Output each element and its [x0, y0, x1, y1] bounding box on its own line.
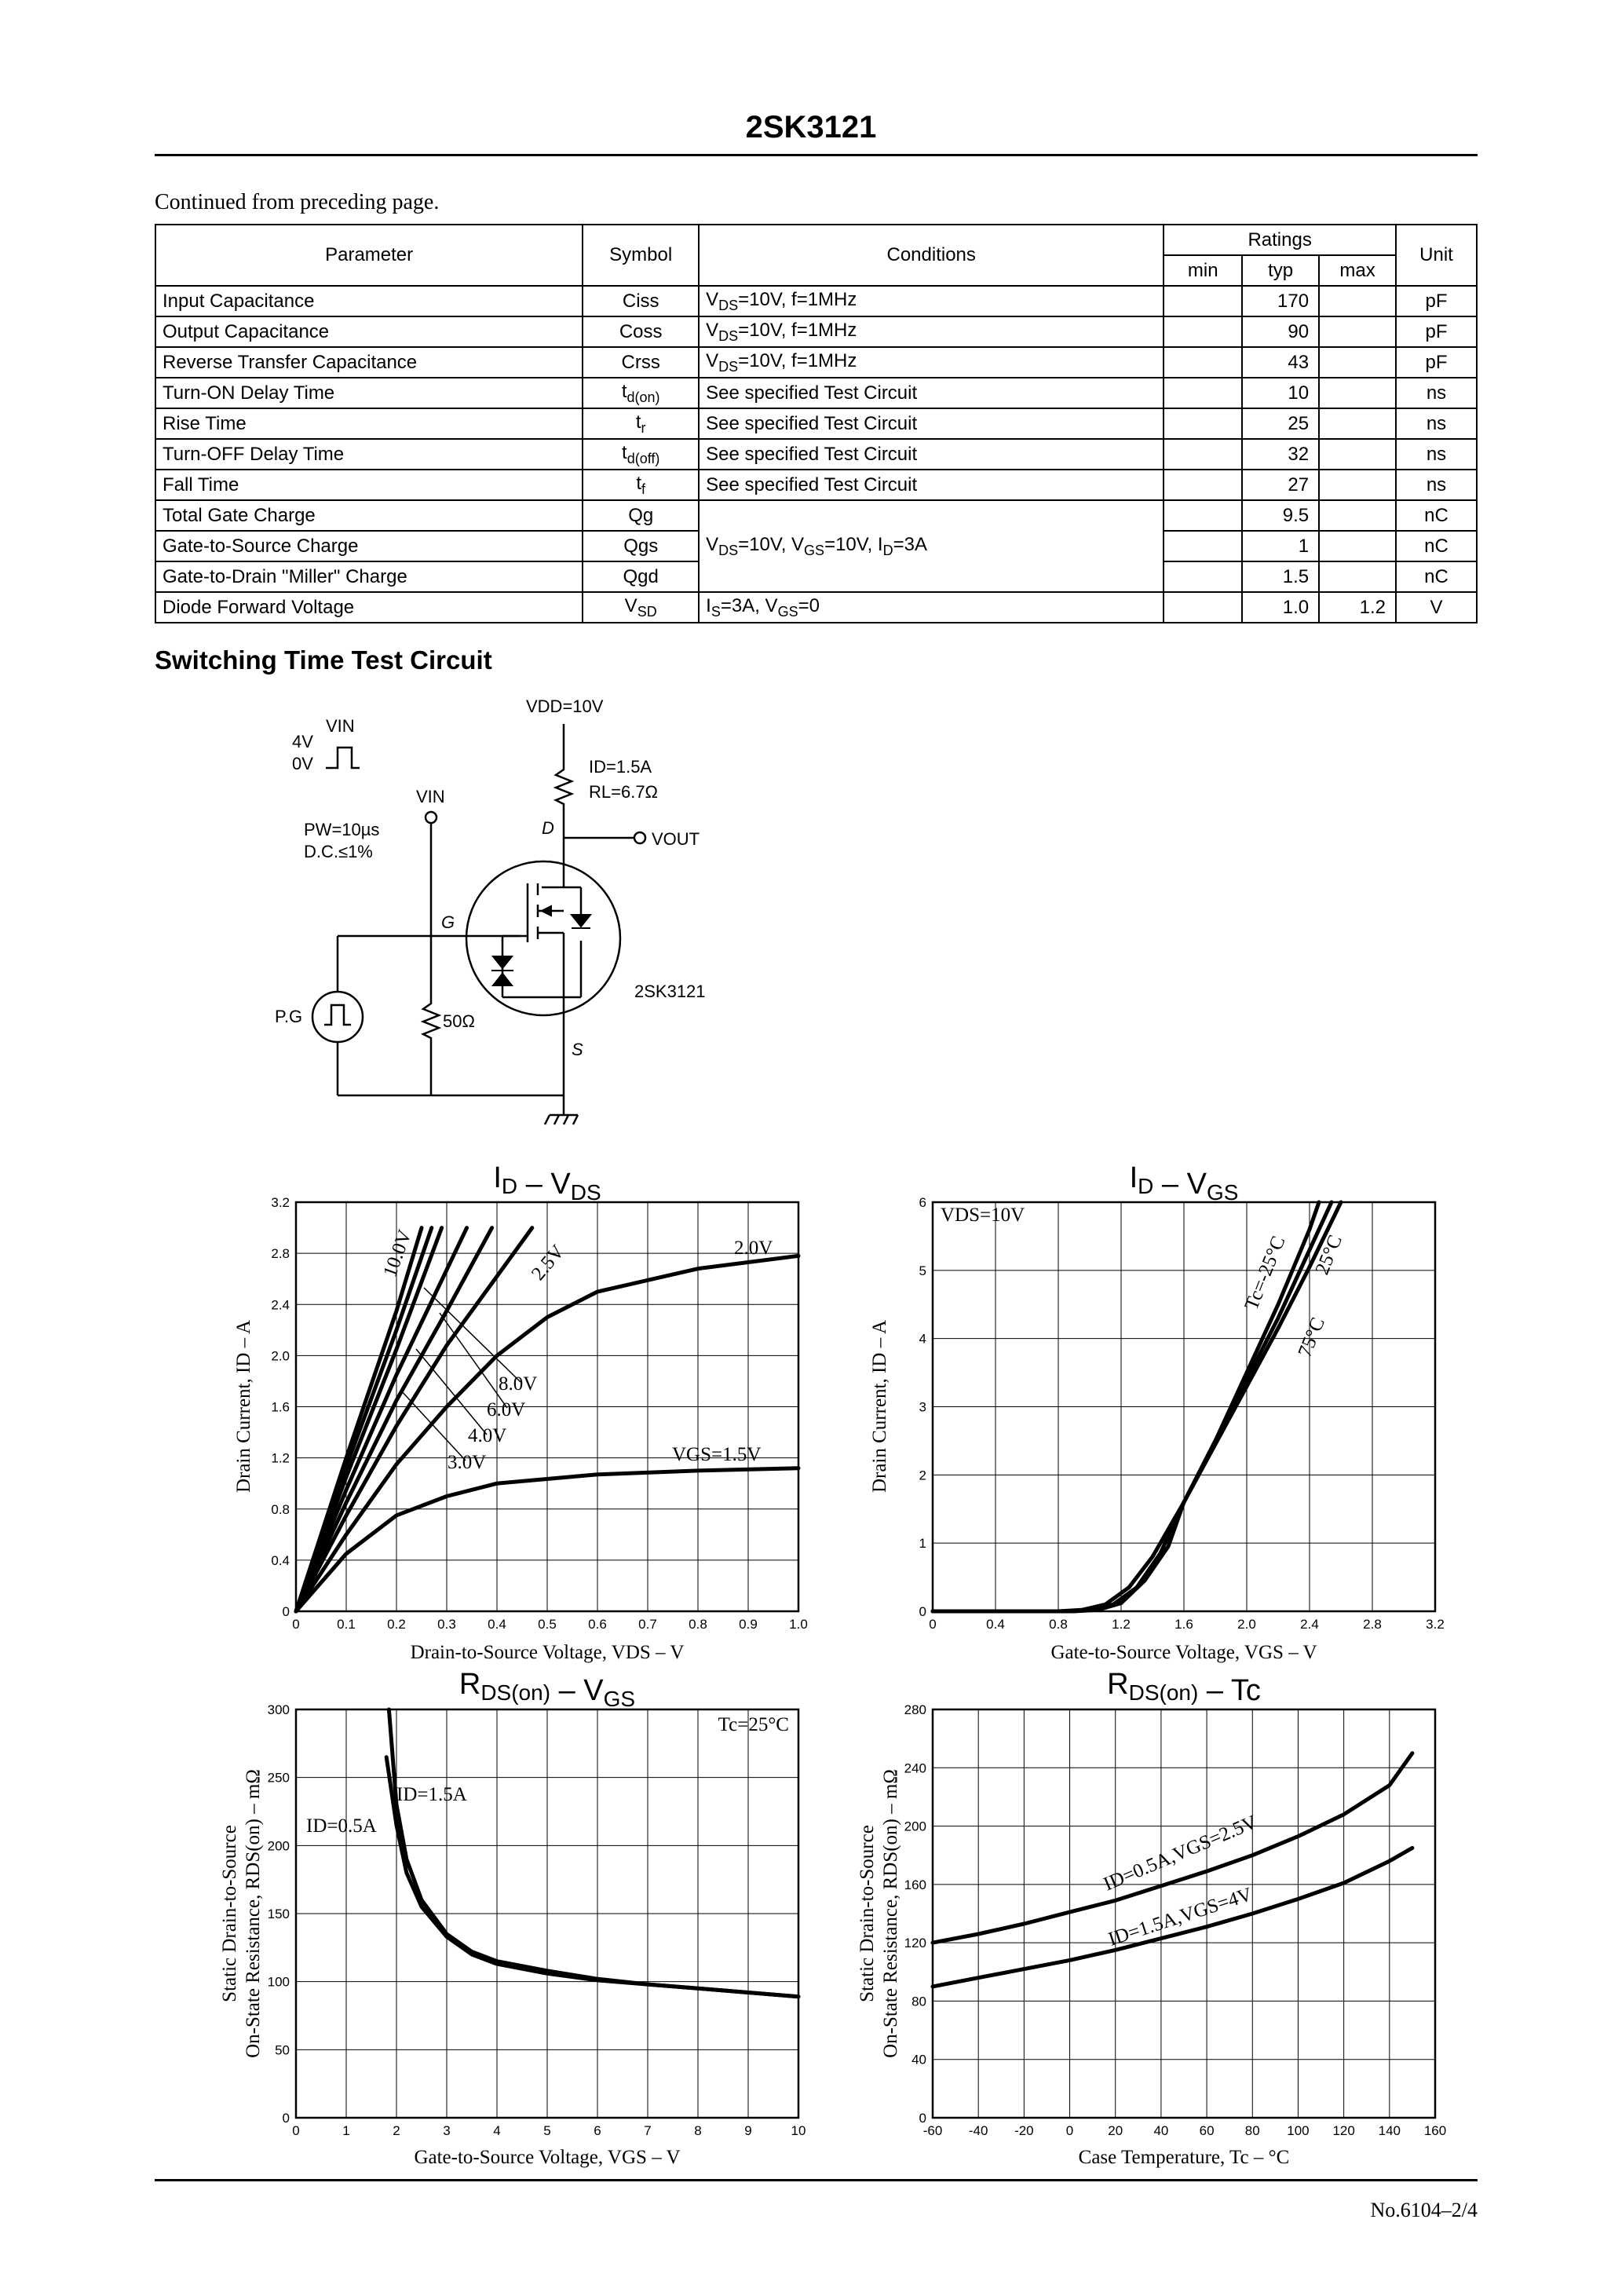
y-tick-label: 1 — [919, 1536, 926, 1552]
vdd-label: VDD=10V — [526, 696, 604, 716]
y-tick-label: 2.4 — [271, 1297, 290, 1313]
resistor-50-label: 50Ω — [443, 1011, 475, 1031]
y-axis-label-line1: Static Drain-to-Source — [857, 1825, 878, 2002]
header-max: max — [1319, 255, 1396, 286]
cell-conditions: See specified Test Circuit — [699, 378, 1164, 408]
y-tick-label: 160 — [904, 1877, 926, 1892]
header-ratings: Ratings — [1164, 225, 1396, 255]
cell-unit: pF — [1396, 286, 1477, 316]
y-tick-label: 3 — [919, 1399, 926, 1415]
x-tick-label: 0.2 — [387, 1617, 406, 1632]
y-tick-label: 2.0 — [271, 1348, 290, 1364]
cell-conditions: $V_{DS}=10V$, $V_{GS}=10V$, $I_D=3A$ — [699, 500, 1164, 592]
y-tick-label: 0 — [919, 1604, 926, 1619]
curve-label: ID=1.5A — [396, 1784, 467, 1805]
cell-conditions: See specified Test Circuit — [699, 408, 1164, 439]
source-label: S — [572, 1040, 583, 1059]
curve-label: 3.0V — [448, 1452, 487, 1473]
cell-unit: pF — [1396, 347, 1477, 378]
chart-title: $I_D - V_{GS}$ — [1129, 1161, 1239, 1205]
cell-parameter: Output Capacitance — [155, 316, 583, 347]
vin-label-pulse: VIN — [326, 716, 355, 736]
cell-symbol: Coss — [583, 316, 699, 347]
curve-label: ID=0.5A,VGS=2.5V — [1100, 1811, 1261, 1896]
x-tick-label: 0.6 — [588, 1617, 607, 1632]
x-tick-label: 1.2 — [1112, 1617, 1131, 1632]
y-tick-label: 280 — [904, 1702, 926, 1717]
cell-typ: 1.0 — [1242, 592, 1319, 623]
cell-parameter: Rise Time — [155, 408, 583, 439]
x-tick-label: -60 — [922, 2123, 943, 2138]
y-tick-label: 0 — [282, 1604, 290, 1619]
x-tick-label: 1 — [342, 2123, 350, 2138]
cell-parameter: Total Gate Charge — [155, 500, 583, 531]
x-tick-label: 160 — [1423, 2123, 1447, 2138]
cell-typ: 90 — [1242, 316, 1319, 347]
x-axis-label: Gate-to-Source Voltage, VGS – V — [414, 2147, 681, 2168]
device-label: 2SK3121 — [634, 982, 706, 1001]
cell-unit: nC — [1396, 500, 1477, 531]
x-tick-label: 3.2 — [1426, 1617, 1445, 1632]
x-tick-label: 0 — [1065, 2123, 1074, 2138]
duty-cycle-label: D.C.≤1% — [304, 842, 373, 861]
y-tick-label: 3.2 — [271, 1195, 290, 1210]
curve-label: 6.0V — [487, 1399, 526, 1420]
cell-parameter: Diode Forward Voltage — [155, 592, 583, 623]
y-tick-label: 1.6 — [271, 1399, 290, 1415]
y-tick-label: 4 — [919, 1331, 926, 1347]
cell-typ: 32 — [1242, 439, 1319, 470]
x-axis-label: Case Temperature, Tc – °C — [1078, 2147, 1290, 2168]
cell-conditions: $V_{DS}=10V$, f=1MHz — [699, 347, 1164, 378]
x-tick-label: 5 — [543, 2123, 551, 2138]
cell-conditions: $V_{DS}=10V$, f=1MHz — [699, 286, 1164, 316]
cell-typ: 43 — [1242, 347, 1319, 378]
x-tick-label: 0.9 — [739, 1617, 758, 1632]
cell-symbol: $t_f$ — [583, 470, 699, 500]
y-tick-label: 300 — [267, 1702, 290, 1717]
curve-label: 25°C — [1311, 1232, 1346, 1278]
curve-label: 75°C — [1294, 1314, 1329, 1361]
cell-unit: ns — [1396, 439, 1477, 470]
series-4-0v — [296, 1228, 467, 1611]
series-10-0v — [296, 1228, 422, 1611]
x-tick-label: 0.5 — [538, 1617, 557, 1632]
cell-unit: V — [1396, 592, 1477, 623]
part-number-title: 2SK3121 — [745, 110, 877, 144]
x-tick-label: 60 — [1199, 2123, 1215, 2138]
x-tick-label: 8 — [694, 2123, 702, 2138]
cell-parameter: Input Capacitance — [155, 286, 583, 316]
x-tick-label: 6 — [594, 2123, 601, 2138]
curve-label: VDS=10V — [941, 1205, 1025, 1226]
cell-typ: 1.5 — [1242, 561, 1319, 592]
y-tick-label: 100 — [267, 1974, 290, 1990]
x-tick-label: 1.0 — [789, 1617, 808, 1632]
cell-symbol: $t_{d(on)}$ — [583, 378, 699, 408]
chart-3 — [219, 1668, 806, 2168]
series-id-1-5a — [389, 1709, 798, 1997]
cell-symbol: Qgs — [583, 531, 699, 561]
y-tick-label: 0.4 — [271, 1552, 290, 1568]
cell-symbol: $t_r$ — [583, 408, 699, 439]
x-tick-label: 0 — [292, 1617, 300, 1632]
chart-title: $R_{DS(on)}$ – Tc — [1107, 1668, 1261, 1707]
x-axis-label: Drain-to-Source Voltage, VDS – V — [410, 1642, 685, 1663]
curve-label: ID=0.5A — [306, 1815, 377, 1837]
x-tick-label: 0 — [929, 1617, 937, 1632]
cell-unit: ns — [1396, 408, 1477, 439]
x-tick-label: 0.8 — [689, 1617, 707, 1632]
x-tick-label: 10 — [791, 2123, 806, 2138]
cell-symbol: Qg — [583, 500, 699, 531]
chart-1 — [233, 1161, 808, 1663]
cell-parameter: Turn-ON Delay Time — [155, 378, 583, 408]
cell-unit: pF — [1396, 316, 1477, 347]
y-tick-label: 150 — [267, 1907, 290, 1921]
vin-high-label: 4V — [292, 732, 313, 751]
x-tick-label: -20 — [1014, 2123, 1034, 2138]
cell-conditions: $I_S=3A$, $V_{GS}=0$ — [699, 592, 1164, 623]
x-tick-label: 0.3 — [437, 1617, 456, 1632]
x-axis-label: Gate-to-Source Voltage, VGS – V — [1050, 1642, 1317, 1663]
y-tick-label: 120 — [904, 1936, 926, 1951]
y-tick-label: 0 — [282, 2111, 290, 2126]
y-tick-label: 250 — [267, 1770, 290, 1786]
pulse-generator-label: P.G — [275, 1007, 303, 1026]
header-parameter: Parameter — [155, 225, 583, 286]
header-min: min — [1164, 255, 1242, 286]
x-tick-label: 2.0 — [1237, 1617, 1256, 1632]
y-tick-label: 200 — [904, 1819, 926, 1834]
x-tick-label: 4 — [493, 2123, 501, 2138]
curve-label: ID=1.5A,VGS=4V — [1105, 1884, 1255, 1951]
vout-label: VOUT — [652, 829, 700, 849]
x-tick-label: 0.4 — [986, 1617, 1005, 1632]
cell-symbol: $t_{d(off)}$ — [583, 439, 699, 470]
cell-typ: 10 — [1242, 378, 1319, 408]
y-axis-label-line1: Static Drain-to-Source — [219, 1825, 240, 2002]
header-unit: Unit — [1396, 225, 1477, 286]
x-tick-label: 9 — [744, 2123, 752, 2138]
y-tick-label: 80 — [911, 1994, 926, 2009]
curve-label: Tc=25°C — [718, 1714, 789, 1735]
y-tick-label: 2 — [919, 1468, 926, 1483]
y-axis-label-line2: On-State Resistance, RDS(on) – mΩ — [880, 1769, 901, 2058]
y-axis-label: Drain Current, ID – A — [869, 1319, 890, 1493]
header-symbol: Symbol — [583, 225, 699, 286]
y-axis-label-line2: On-State Resistance, RDS(on) – mΩ — [243, 1769, 264, 2058]
x-tick-label: 20 — [1108, 2123, 1123, 2138]
x-tick-label: 2.8 — [1363, 1617, 1382, 1632]
y-tick-label: 5 — [919, 1263, 926, 1278]
x-tick-label: 0 — [292, 2123, 300, 2138]
cell-parameter: Gate-to-Drain "Miller" Charge — [155, 561, 583, 592]
y-tick-label: 1.2 — [271, 1450, 290, 1466]
pulse-width-label: PW=10µs — [304, 820, 380, 839]
curve-label: VGS=1.5V — [672, 1444, 762, 1465]
x-tick-label: 120 — [1332, 2123, 1355, 2138]
cell-conditions: See specified Test Circuit — [699, 439, 1164, 470]
cell-conditions: $V_{DS}=10V$, f=1MHz — [699, 316, 1164, 347]
cell-parameter: Gate-to-Source Charge — [155, 531, 583, 561]
cell-typ: 27 — [1242, 470, 1319, 500]
continued-note: Continued from preceding page. — [155, 190, 440, 214]
y-tick-label: 200 — [267, 1838, 290, 1854]
cell-parameter: Fall Time — [155, 470, 583, 500]
cell-typ: 9.5 — [1242, 500, 1319, 531]
cell-max: 1.2 — [1319, 592, 1396, 623]
curve-label: Tc=-25°C — [1240, 1233, 1290, 1314]
chart-title: $R_{DS(on)} - V_{GS}$ — [458, 1668, 636, 1711]
doc-number: No.6104–2/4 — [1370, 2199, 1478, 2221]
vin-label-node: VIN — [416, 787, 445, 806]
y-tick-label: 6 — [919, 1195, 926, 1210]
cell-typ: 25 — [1242, 408, 1319, 439]
y-tick-label: 240 — [904, 1760, 926, 1776]
x-tick-label: 80 — [1244, 2123, 1260, 2138]
x-tick-label: 0.1 — [337, 1617, 356, 1632]
x-tick-label: 0.4 — [488, 1617, 506, 1632]
y-tick-label: 0.8 — [271, 1501, 290, 1517]
curve-label: 4.0V — [468, 1425, 507, 1446]
cell-unit: nC — [1396, 561, 1477, 592]
cell-symbol: Crss — [583, 347, 699, 378]
x-tick-label: 3 — [443, 2123, 451, 2138]
circuit-title: Switching Time Test Circuit — [155, 645, 492, 675]
footer-rule — [155, 2179, 1478, 2181]
vin-low-label: 0V — [292, 754, 313, 773]
y-tick-label: 2.8 — [271, 1246, 290, 1262]
cell-typ: 170 — [1242, 286, 1319, 316]
gate-label: G — [441, 912, 455, 932]
chart-4 — [857, 1668, 1446, 2168]
id-label: ID=1.5A — [589, 757, 652, 777]
chart-2 — [869, 1161, 1445, 1663]
y-tick-label: 0 — [919, 2111, 926, 2126]
curve-label: 2.0V — [734, 1238, 773, 1259]
cell-parameter: Turn-OFF Delay Time — [155, 439, 583, 470]
x-tick-label: 40 — [1153, 2123, 1169, 2138]
annotation-pointer — [416, 1349, 487, 1435]
cell-typ: 1 — [1242, 531, 1319, 561]
x-tick-label: 2 — [393, 2123, 400, 2138]
cell-unit: ns — [1396, 378, 1477, 408]
y-axis-label: Drain Current, ID – A — [233, 1319, 254, 1493]
cell-conditions: See specified Test Circuit — [699, 470, 1164, 500]
cell-symbol: Qgd — [583, 561, 699, 592]
x-tick-label: -40 — [968, 2123, 988, 2138]
cell-unit: nC — [1396, 531, 1477, 561]
header-conditions: Conditions — [699, 225, 1164, 286]
rl-label: RL=6.7Ω — [589, 782, 658, 802]
cell-symbol: Ciss — [583, 286, 699, 316]
annotation-pointer — [424, 1288, 521, 1382]
curve-label: 10.0V — [379, 1227, 416, 1281]
x-tick-label: 2.4 — [1300, 1617, 1319, 1632]
chart-title: $I_D - V_{DS}$ — [493, 1161, 601, 1205]
cell-unit: ns — [1396, 470, 1477, 500]
drain-label: D — [542, 818, 554, 838]
x-tick-label: 140 — [1378, 2123, 1401, 2138]
x-tick-label: 1.6 — [1174, 1617, 1193, 1632]
header-typ: typ — [1242, 255, 1319, 286]
x-tick-label: 100 — [1287, 2123, 1310, 2138]
curve-label: 8.0V — [499, 1373, 538, 1395]
x-tick-label: 0.7 — [638, 1617, 657, 1632]
x-tick-label: 7 — [644, 2123, 652, 2138]
x-tick-label: 0.8 — [1049, 1617, 1068, 1632]
curve-label: 2.5V — [527, 1241, 569, 1285]
y-tick-label: 50 — [275, 2042, 290, 2058]
y-tick-label: 40 — [911, 2052, 926, 2067]
cell-symbol: $V_{SD}$ — [583, 592, 699, 623]
cell-parameter: Reverse Transfer Capacitance — [155, 347, 583, 378]
